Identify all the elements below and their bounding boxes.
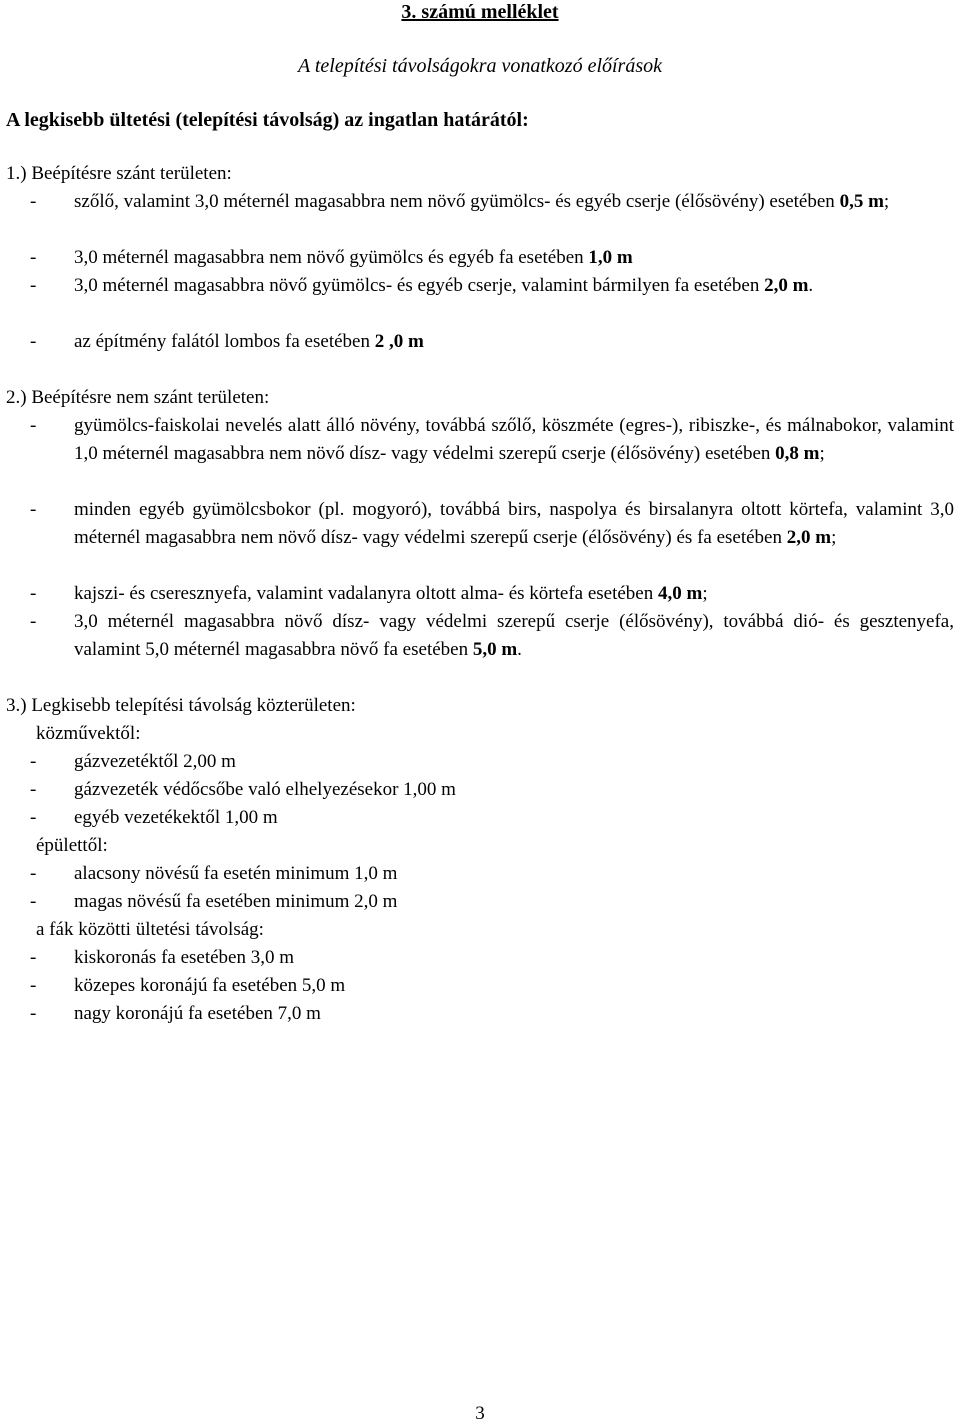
distance-value: 2 ,0 m [374,331,424,352]
list-item-text: alacsony növésű fa esetén minimum 1,0 m [74,863,398,884]
list-item [30,888,954,916]
list-item [30,608,954,664]
distance-value: 1,0 m [588,247,633,268]
distance-value: 0,5 m [839,191,884,212]
list-item-text: 3,0 méternél magasabbra növő dísz- vagy védelmi szerepű cserje (élősövény), továbbá dió- és gesztenyefa, valamint 5,0 méternél magasabbra növő fa esetében 5,0 m. [74,611,954,660]
list-item [30,328,954,356]
document-subtitle: A telepítési távolságokra vonatkozó előírások [297,55,662,77]
list-dash: - [30,751,37,772]
list-item-text: az építmény falától lombos fa esetében 2 ,0 m [74,331,424,352]
section-heading: A legkisebb ültetési (telepítési távolság) az ingatlan határától: [6,109,529,131]
list-dash: - [30,191,37,212]
list-item [30,972,954,1000]
list-item-text: magas növésű fa esetében minimum 2,0 m [74,891,398,912]
section-3-title: 3.) Legkisebb telepítési távolság közterületen: [6,695,356,716]
list-item [30,496,954,552]
distance-value: 2,0 m [786,527,832,548]
list-item-text: 3,0 méternél magasabbra nem növő gyümölcs és egyéb fa esetében 1,0 m [74,247,633,268]
distance-value: 0,8 m [775,443,820,464]
list-item-text: kajszi- és cseresznyefa, valamint vadalanyra oltott alma- és körtefa esetében 4,0 m; [74,583,708,604]
list-item-text: gyümölcs-faiskolai nevelés alatt álló növény, továbbá szőlő, köszméte (egres-), ribiszke-, és málnabokor, valamint 1,0 méternél magasabbra nem növő dísz- vagy védelmi szerepű cserje (élősövény) esetében 0,8 m; [74,415,954,464]
list-dash: - [30,807,37,828]
list-item [30,188,954,216]
list-dash: - [30,891,37,912]
section-1-title: 1.) Beépítésre szánt területen: [6,163,232,184]
list-item [30,580,954,608]
list-item [30,944,954,972]
list-item-text: gázvezetéktől 2,00 m [74,751,236,772]
list-item-text: szőlő, valamint 3,0 méternél magasabbra nem növő gyümölcs- és egyéb cserje (élősövény) esetében 0,5 m; [74,191,890,212]
list-item [30,776,954,804]
list-dash: - [30,975,37,996]
page-number: 3 [475,1403,485,1424]
list-dash: - [30,779,37,800]
list-dash: - [30,499,37,520]
list-dash: - [30,275,37,296]
list-item [30,1000,954,1028]
list-dash: - [30,331,37,352]
list-item [30,748,954,776]
list-item-text: gázvezeték védőcsőbe való elhelyezésekor 1,00 m [74,779,456,800]
list-dash: - [30,247,37,268]
group-label: a fák közötti ültetési távolság: [36,919,264,940]
list-dash: - [30,947,37,968]
list-dash: - [30,415,37,436]
list-item-text: nagy koronájú fa esetében 7,0 m [74,1003,321,1024]
list-item [30,860,954,888]
list-item [30,272,954,300]
distance-value: 4,0 m [657,583,703,604]
group-label: épülettől: [36,835,108,856]
list-dash: - [30,583,37,604]
list-item-text: kiskoronás fa esetében 3,0 m [74,947,295,968]
section-2-title: 2.) Beépítésre nem szánt területen: [6,387,270,408]
list-item-text: minden egyéb gyümölcsbokor (pl. mogyoró), továbbá birs, naspolya és birsalanyra oltott körtefa, valamint 3,0 méternél magasabbra nem növő dísz- vagy védelmi szerepű cserje (élősövény) és fa esetében 2,0 m; [74,499,954,548]
distance-value: 5,0 m [472,639,518,660]
list-item-text: 3,0 méternél magasabbra növő gyümölcs- és egyéb cserje, valamint bármilyen fa esetében 2,0 m. [74,275,814,296]
list-dash: - [30,611,37,632]
distance-value: 2,0 m [764,275,809,296]
list-item [30,244,954,272]
list-dash: - [30,863,37,884]
group-label: közművektől: [36,723,141,744]
list-item [30,412,954,468]
list-item-text: egyéb vezetékektől 1,00 m [74,807,278,828]
list-dash: - [30,1003,37,1024]
list-item-text: közepes koronájú fa esetében 5,0 m [74,975,346,996]
document-title: 3. számú melléklet [401,1,559,23]
list-item [30,804,954,832]
